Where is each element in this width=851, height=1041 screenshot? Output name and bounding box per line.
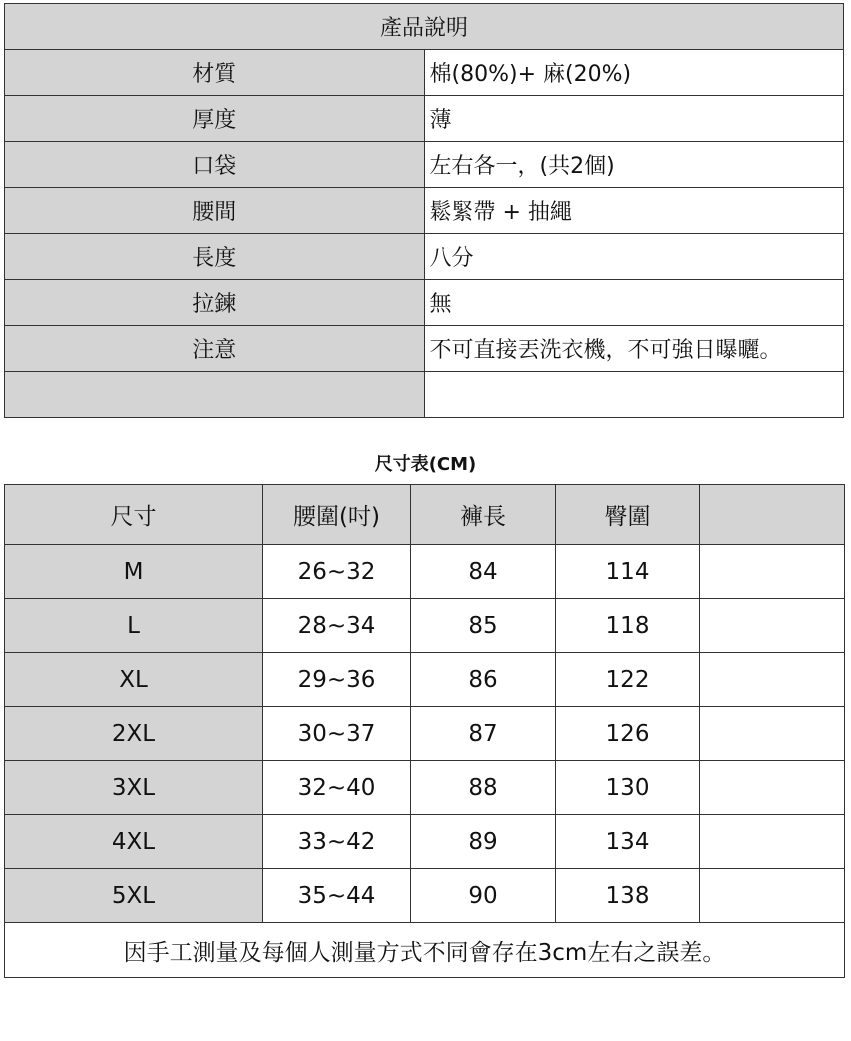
zipper-label: 拉鍊 (5, 280, 425, 326)
waist-value: 35~44 (263, 869, 411, 923)
size-chart-title: 尺寸表(CM) (374, 454, 477, 475)
description-row-pocket (5, 142, 844, 188)
blank-cell (700, 707, 845, 761)
size-name: 4XL (5, 815, 263, 869)
size-row-l (5, 599, 845, 653)
size-chart-header-row (5, 485, 845, 545)
waist-value: 33~42 (263, 815, 411, 869)
blank-cell (700, 815, 845, 869)
waist-value: 29~36 (263, 653, 411, 707)
description-title-row (5, 4, 844, 50)
size-chart-note-row (5, 923, 845, 978)
thickness-label: 厚度 (5, 96, 425, 142)
waist-value: 30~37 (263, 707, 411, 761)
hip-value: 130 (556, 761, 700, 815)
hip-value: 134 (556, 815, 700, 869)
waist-label: 腰間 (5, 188, 425, 234)
description-row-length (5, 234, 844, 280)
pocket-label: 口袋 (5, 142, 425, 188)
waist-value: 鬆緊帶 + 抽繩 (424, 188, 844, 234)
pants-length-value: 88 (411, 761, 556, 815)
description-row-material (5, 50, 844, 96)
header-pants-length: 褲長 (411, 485, 556, 545)
pants-length-value: 84 (411, 545, 556, 599)
measurement-note: 因手工測量及每個人測量方式不同會存在3cm左右之誤差。 (5, 923, 845, 978)
blank-cell (700, 761, 845, 815)
size-name: L (5, 599, 263, 653)
empty-value (424, 372, 844, 418)
hip-value: 114 (556, 545, 700, 599)
size-name: 2XL (5, 707, 263, 761)
header-waist: 腰圍(吋) (263, 485, 411, 545)
blank-cell (700, 599, 845, 653)
waist-value: 32~40 (263, 761, 411, 815)
blank-cell (700, 653, 845, 707)
length-value: 八分 (424, 234, 844, 280)
caution-value: 不可直接丟洗衣機，不可強日曝曬。 (424, 326, 844, 372)
size-row-2xl (5, 707, 845, 761)
header-blank (700, 485, 845, 545)
waist-value: 26~32 (263, 545, 411, 599)
blank-cell (700, 869, 845, 923)
size-name: 5XL (5, 869, 263, 923)
size-row-4xl (5, 815, 845, 869)
description-row-caution (5, 326, 844, 372)
pants-length-value: 85 (411, 599, 556, 653)
pants-length-value: 87 (411, 707, 556, 761)
size-row-xl (5, 653, 845, 707)
pocket-value: 左右各一，(共2個) (424, 142, 844, 188)
hip-value: 126 (556, 707, 700, 761)
size-row-5xl (5, 869, 845, 923)
description-row-empty (5, 372, 844, 418)
pants-length-value: 89 (411, 815, 556, 869)
hip-value: 122 (556, 653, 700, 707)
zipper-value: 無 (424, 280, 844, 326)
description-title: 產品說明 (5, 4, 844, 50)
material-label: 材質 (5, 50, 425, 96)
pants-length-value: 90 (411, 869, 556, 923)
hip-value: 118 (556, 599, 700, 653)
empty-label (5, 372, 425, 418)
size-row-m (5, 545, 845, 599)
waist-value: 28~34 (263, 599, 411, 653)
product-description-table (4, 3, 844, 418)
length-label: 長度 (5, 234, 425, 280)
blank-cell (700, 545, 845, 599)
thickness-value: 薄 (424, 96, 844, 142)
header-hip: 臀圍 (556, 485, 700, 545)
size-name: 3XL (5, 761, 263, 815)
caution-label: 注意 (5, 326, 425, 372)
size-row-3xl (5, 761, 845, 815)
size-name: M (5, 545, 263, 599)
size-name: XL (5, 653, 263, 707)
description-row-waist (5, 188, 844, 234)
material-value: 棉(80%)+ 麻(20%) (424, 50, 844, 96)
description-row-thickness (5, 96, 844, 142)
header-size: 尺寸 (5, 485, 263, 545)
size-chart-table (4, 484, 845, 978)
hip-value: 138 (556, 869, 700, 923)
pants-length-value: 86 (411, 653, 556, 707)
description-row-zipper (5, 280, 844, 326)
